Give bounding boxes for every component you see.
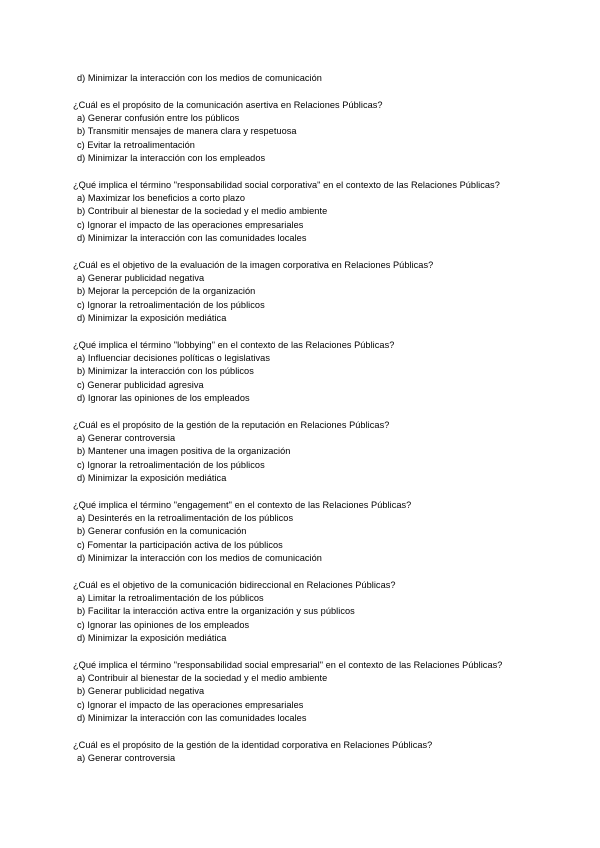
question-text: ¿Qué implica el término "responsabilidad social empresarial" en el contexto de las Relaciones Públicas?: [73, 659, 503, 670]
leading-option: d) Minimizar la interacción con los medios de comunicación: [77, 73, 322, 83]
question-block: [73, 499, 593, 565]
option-text: c) Ignorar las opiniones de los empleados: [77, 619, 250, 630]
option-text: b) Minimizar la interacción con los públicos: [77, 366, 254, 377]
option-text: b) Generar publicidad negativa: [77, 686, 205, 697]
question-block: [73, 579, 593, 645]
option-text: b) Mejorar la percepción de la organización: [77, 286, 256, 297]
option-text: b) Contribuir al bienestar de la sociedad y el medio ambiente: [77, 206, 328, 217]
option-text: a) Generar controversia: [77, 433, 176, 444]
option-text: b) Generar confusión en la comunicación: [77, 526, 247, 537]
option-text: a) Contribuir al bienestar de la sociedad y el medio ambiente: [77, 672, 328, 683]
option-text: c) Fomentar la participación activa de los públicos: [77, 539, 283, 550]
option-text: d) Ignorar las opiniones de los empleados: [77, 392, 250, 403]
document-page: [73, 72, 593, 765]
spacer: [73, 565, 593, 579]
question-block: [73, 659, 593, 725]
spacer: [73, 645, 593, 659]
option-text: d) Minimizar la exposición mediática: [77, 312, 227, 323]
option-text: b) Mantener una imagen positiva de la organización: [77, 446, 291, 457]
option-text: b) Facilitar la interacción activa entre la organización y sus públicos: [77, 606, 355, 617]
option-text: a) Maximizar los beneficios a corto plazo: [77, 193, 246, 204]
option-text: a) Desinterés en la retroalimentación de los públicos: [77, 513, 294, 524]
question-text: ¿Cuál es el propósito de la comunicación asertiva en Relaciones Públicas?: [73, 99, 383, 110]
question-block: [73, 259, 593, 325]
question-block: [73, 339, 593, 405]
spacer: [73, 405, 593, 419]
option-text: d) Minimizar la exposición mediática: [77, 472, 227, 483]
spacer: [73, 165, 593, 179]
option-text: d) Minimizar la exposición mediática: [77, 632, 227, 643]
question-block: [73, 739, 593, 766]
question-text: ¿Cuál es el objetivo de la evaluación de la imagen corporativa en Relaciones Públicas?: [73, 259, 434, 270]
option-text: b) Transmitir mensajes de manera clara y respetuosa: [77, 126, 297, 137]
question-text: ¿Qué implica el término "engagement" en el contexto de las Relaciones Públicas?: [73, 499, 412, 510]
spacer: [73, 245, 593, 259]
question-text: ¿Cuál es el propósito de la gestión de la identidad corporativa en Relaciones Públicas?: [73, 739, 433, 750]
spacer: [73, 485, 593, 499]
spacer: [73, 85, 593, 99]
option-text: c) Generar publicidad agresiva: [77, 379, 204, 390]
option-text: c) Ignorar el impacto de las operaciones empresariales: [77, 699, 304, 710]
question-text: ¿Cuál es el objetivo de la comunicación bidireccional en Relaciones Públicas?: [73, 579, 396, 590]
option-text: c) Ignorar la retroalimentación de los públicos: [77, 459, 265, 470]
question-block: [73, 99, 593, 165]
spacer: [73, 725, 593, 739]
option-text: d) Minimizar la interacción con los empleados: [77, 152, 266, 163]
question-block: [73, 179, 593, 245]
option-text: a) Generar controversia: [77, 752, 176, 763]
option-text: d) Minimizar la interacción con las comunidades locales: [77, 232, 307, 243]
option-text: c) Ignorar el impacto de las operaciones empresariales: [77, 219, 304, 230]
option-text: a) Generar publicidad negativa: [77, 273, 205, 284]
question-text: ¿Qué implica el término "lobbying" en el contexto de las Relaciones Públicas?: [73, 339, 395, 350]
option-text: a) Influenciar decisiones políticas o legislativas: [77, 353, 270, 364]
option-text: c) Ignorar la retroalimentación de los públicos: [77, 299, 265, 310]
spacer: [73, 325, 593, 339]
option-text: d) Minimizar la interacción con los medios de comunicación: [77, 552, 322, 563]
option-text: d) Minimizar la interacción con las comunidades locales: [77, 712, 307, 723]
option-text: a) Generar confusión entre los públicos: [77, 113, 240, 124]
question-text: ¿Qué implica el término "responsabilidad social corporativa" en el contexto de las Relaciones Públicas?: [73, 179, 500, 190]
option-text: c) Evitar la retroalimentación: [77, 139, 195, 150]
question-block: [73, 419, 593, 485]
option-text: a) Limitar la retroalimentación de los públicos: [77, 593, 264, 603]
question-text: ¿Cuál es el propósito de la gestión de la reputación en Relaciones Públicas?: [73, 419, 390, 430]
